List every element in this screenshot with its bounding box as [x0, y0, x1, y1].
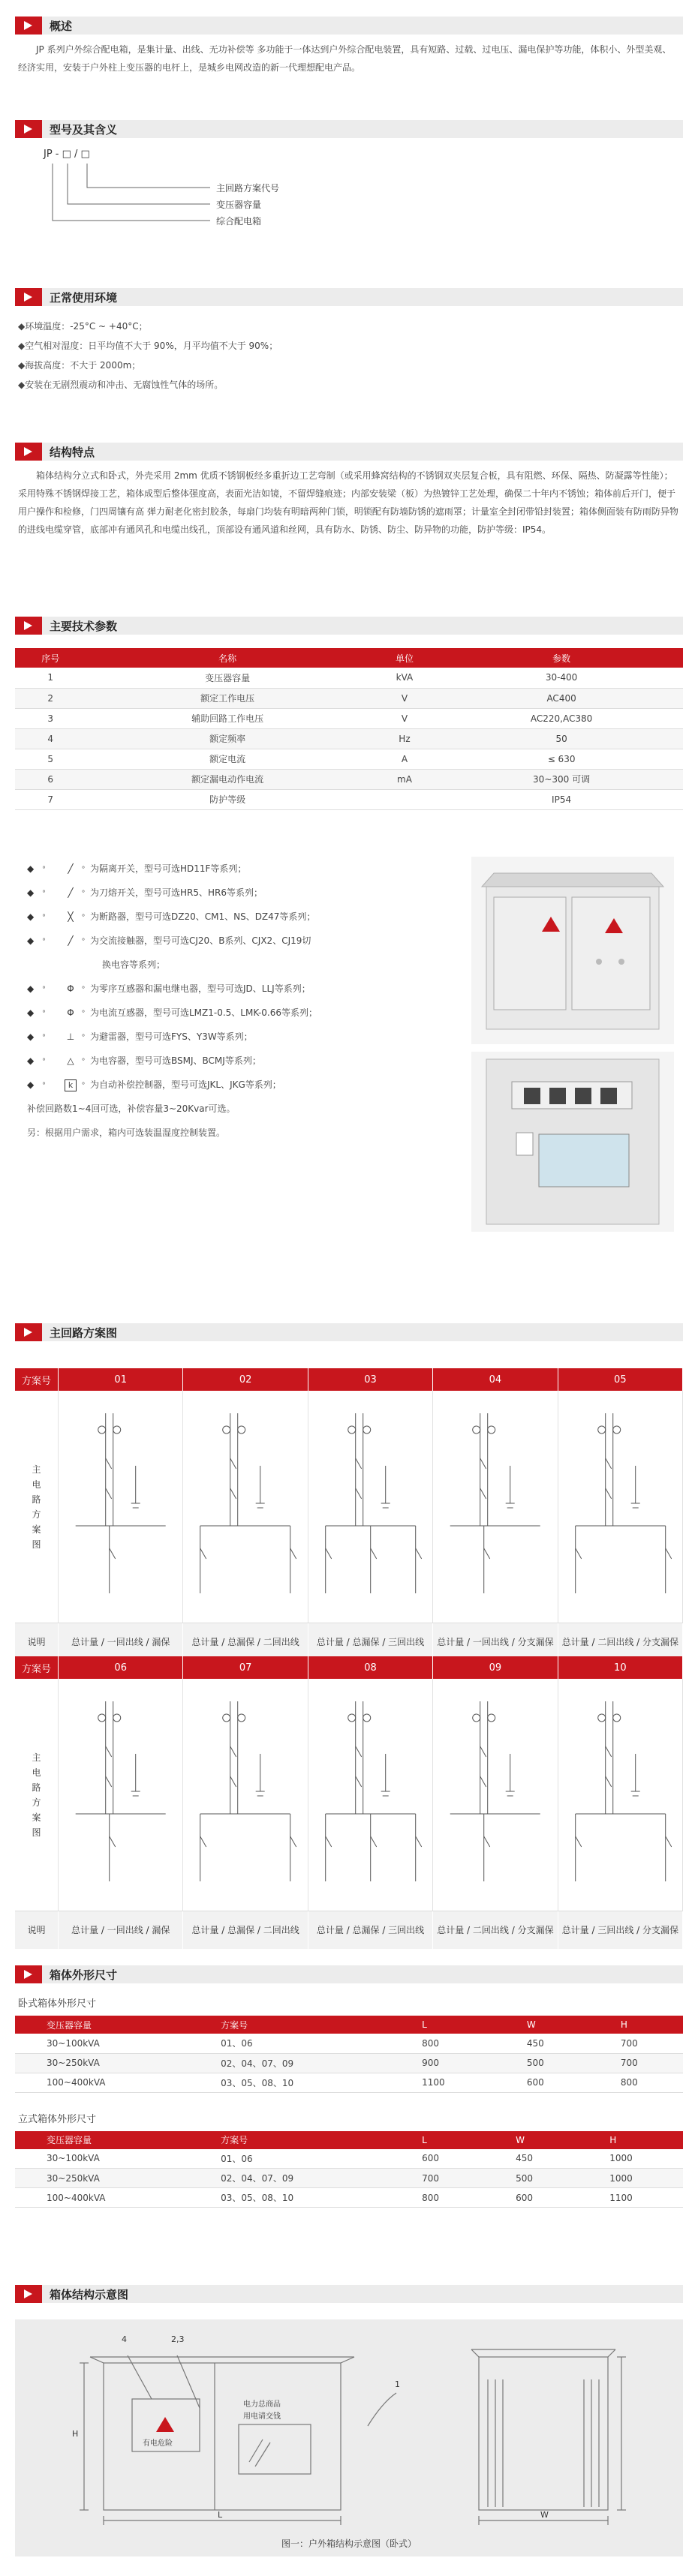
model-item: 变压器容量	[216, 200, 262, 210]
door-text: 用电请交钱	[243, 2412, 281, 2421]
table-row: 1 变压器容量 kVA 30-400	[15, 668, 683, 688]
callout-label: 1	[395, 2379, 400, 2389]
dims-horizontal-table	[15, 2016, 683, 2093]
scheme-id: 10	[558, 1656, 683, 1679]
symbol-icon: △	[67, 1055, 74, 1066]
symbol-item: ◆ ° k ° 为自动补偿控制器，型号可选JKL、JKG等系列；	[27, 1073, 447, 1097]
symbol-item: ◆ ° △ ° 为电容器，型号可选BSMJ、BCMJ等系列；	[27, 1049, 447, 1073]
overview-section	[15, 17, 683, 77]
structure-title: 结构特点	[50, 445, 95, 459]
dims-section	[15, 1965, 683, 2208]
symbol-item: ◆ ° Φ ° 为零序互感器和漏电继电器，型号可选JD、LLJ等系列；	[27, 977, 447, 1001]
table-header: 方案号	[189, 2131, 390, 2149]
overview-text: JP 系列户外综合配电箱，是集计量、出线、无功补偿等 多功能于一体达到户外综合配电装置，具有短路、过载、过电压、漏电保护等功能，体积小、外型美观、经济实用，安装于户外柱上变压器的电杆上，是城乡电网改造的新一代理想配电产品。	[18, 44, 672, 73]
table-header: 变压器容量	[15, 2131, 189, 2149]
scheme-diagram	[308, 1679, 433, 1911]
bullet-icon: ◆	[27, 911, 35, 922]
symbol-icon: Φ	[67, 983, 74, 994]
arrow-icon	[15, 1323, 42, 1341]
symbol-item: ◆ ° ╱ ° 为交流接触器，型号可选CJ20、B系列、CJX2、CJ19切	[27, 929, 447, 953]
symbol-item: ◆ ° ╱ ° 为隔离开关，型号可选HD11F等系列；	[27, 857, 447, 881]
arrow-icon	[15, 120, 42, 138]
params-title: 主要技术参数	[50, 619, 118, 633]
symbol-item: 另：根据用户需求，箱内可选装温湿度控制装置。	[27, 1127, 226, 1138]
symbol-item: ◆ ° ╱ ° 为刀熔开关，型号可选HR5、HR6等系列；	[27, 881, 447, 905]
symbol-item: ◆ ° ⊥ ° 为避雷器，型号可选FYS、Y3W等系列；	[27, 1025, 447, 1049]
bullet-icon: ◆	[27, 1055, 35, 1066]
structure-diagram	[15, 2319, 683, 2556]
env-item: ◆安装在无剧烈震动和冲击、无腐蚀性气体的场所。	[18, 380, 224, 390]
arrow-icon	[15, 617, 42, 635]
dims-horizontal-title: 卧式箱体外形尺寸	[18, 1998, 97, 2010]
model-item: 综合配电箱	[216, 216, 262, 227]
table-header: H	[578, 2131, 683, 2149]
env-section	[15, 288, 683, 395]
scheme-id: 06	[59, 1656, 183, 1679]
diagram-section	[15, 2285, 683, 2303]
table-row: 3 辅助回路工作电压 V AC220,AC380	[15, 708, 683, 728]
scheme-head-label: 方案号	[15, 1656, 59, 1679]
overview-header	[15, 17, 683, 35]
structure-text: 箱体结构分立式和卧式，外壳采用 2mm 优质不锈钢板经多重折边工艺弯制（或采用蜂窝结构的不锈钢双夹层复合板，具有阻燃、环保、隔热、防凝露等性能）；采用特殊不锈钢焊接工艺，箱体成型后整体强度高，表面光洁如镜，不留焊缝痕迹；内部安装梁（板）为热镀锌工艺处理，确保二十年内不锈蚀；箱体前后开门，便于用户操作和检修，门四周镶有高 弹力耐老化密封胶条，每扇门均装有明暗两种门锁，明锁配有防墙防锈的遮雨罩；计量室全封闭带铅封装置；箱体侧面装有防雨防异物的进线电缆穿管，底部冲有通风孔和电缆出线孔，顶部设有通风道和丝网，具有防水、防锈、防尘、防异物的功能，防护等级：IP54。	[18, 470, 678, 535]
model-section	[15, 120, 683, 251]
dims-vertical-table	[15, 2131, 683, 2208]
symbol-icon: ╳	[68, 911, 74, 922]
structure-section	[15, 443, 683, 539]
table-header: L	[390, 2131, 484, 2149]
scheme-id: 07	[183, 1656, 308, 1679]
callout-label: 4	[122, 2334, 127, 2344]
table-row: 30~250kVA 02、04、07、09 700 500 1000	[15, 2169, 683, 2188]
scheme-row-label: 主电路方案图	[15, 1679, 59, 1911]
table-header: 变压器容量	[15, 2016, 189, 2034]
table-header: 单位	[369, 648, 440, 668]
table-header: 方案号	[189, 2016, 390, 2034]
scheme-note: 总计量 / 三回出线 / 分支漏保	[558, 1911, 683, 1949]
table-header: W	[484, 2131, 578, 2149]
params-section	[15, 617, 683, 810]
scheme-head-label: 方案号	[15, 1368, 59, 1391]
bullet-icon: ◆	[27, 935, 35, 946]
circuit-title: 主回路方案图	[50, 1326, 118, 1340]
scheme-note: 总计量 / 二回出线 / 分支漏保	[433, 1911, 558, 1949]
table-header: 参数	[440, 648, 683, 668]
scheme-note: 总计量 / 一回出线 / 漏保	[59, 1911, 183, 1949]
scheme-id: 05	[558, 1368, 683, 1391]
scheme-diagram	[558, 1679, 683, 1911]
symbol-item: 换电容等系列；	[102, 959, 166, 970]
table-row: 6 额定漏电动作电流 mA 30~300 可调	[15, 769, 683, 789]
scheme-note-label: 说明	[15, 1623, 59, 1661]
symbol-icon: ╱	[68, 863, 74, 874]
scheme-id: 04	[433, 1368, 558, 1391]
table-header: 序号	[15, 648, 86, 668]
table-row: 2 额定工作电压 V AC400	[15, 688, 683, 708]
arrow-icon	[15, 1965, 42, 1983]
scheme-note: 总计量 / 二回出线 / 分支漏保	[558, 1623, 683, 1661]
circuit-table-1	[15, 1368, 683, 1661]
scheme-id: 03	[308, 1368, 433, 1391]
symbol-icon: ⊥	[66, 1031, 75, 1042]
scheme-diagram	[308, 1391, 433, 1623]
product-photo-2	[471, 1052, 674, 1232]
env-item: ◆空气相对湿度：日平均值不大于 90%，月平均值不大于 90%；	[18, 341, 278, 351]
table-row: 30~100kVA 01、06 800 450 700	[15, 2034, 683, 2053]
dim-label-l: L	[218, 2510, 223, 2520]
symbol-item: ◆ ° Φ ° 为电流互感器，型号可选LMZ1-0.5、LMK-0.66等系列；	[27, 1001, 447, 1025]
scheme-id: 08	[308, 1656, 433, 1679]
model-diagram	[15, 138, 683, 251]
arrow-icon	[15, 288, 42, 306]
scheme-note: 总计量 / 一回出线 / 漏保	[59, 1623, 183, 1661]
model-item: 主回路方案代号	[216, 183, 280, 194]
door-text: 电力总商品	[243, 2400, 281, 2409]
scheme-id: 02	[183, 1368, 308, 1391]
bullet-icon: ◆	[27, 983, 35, 994]
scheme-diagram	[433, 1391, 558, 1623]
scheme-note: 总计量 / 一回出线 / 分支漏保	[433, 1623, 558, 1661]
callout-label: 2,3	[171, 2334, 185, 2344]
table-header: H	[589, 2016, 683, 2034]
arrow-icon	[15, 443, 42, 461]
table-header: L	[390, 2016, 495, 2034]
scheme-diagram	[558, 1391, 683, 1623]
product-photo-1	[471, 857, 674, 1044]
model-title: 型号及其含义	[50, 122, 118, 137]
scheme-row-label: 主电路方案图	[15, 1391, 59, 1623]
bullet-icon: ◆	[27, 1031, 35, 1042]
scheme-id: 01	[59, 1368, 183, 1391]
controller-icon: k	[65, 1079, 77, 1091]
bullet-icon: ◆	[27, 1079, 35, 1090]
table-row: 5 额定电流 A ≤ 630	[15, 749, 683, 769]
warning-label: 有电危险	[143, 2439, 173, 2448]
params-table	[15, 648, 683, 810]
arrow-icon	[15, 2285, 42, 2303]
symbol-icon: Φ	[67, 1007, 74, 1018]
table-row: 7 防护等级 IP54	[15, 789, 683, 809]
scheme-diagram	[183, 1679, 308, 1911]
env-title: 正常使用环境	[50, 290, 118, 305]
table-row: 30~100kVA 01、06 600 450 1000	[15, 2149, 683, 2169]
env-item: ◆海拔高度：不大于 2000m；	[18, 360, 141, 371]
table-row: 100~400kVA 03、05、08、10 800 600 1100	[15, 2188, 683, 2208]
table-header: 名称	[86, 648, 369, 668]
scheme-note: 总计量 / 总漏保 / 三回出线	[308, 1623, 433, 1661]
table-row: 4 额定频率 Hz 50	[15, 728, 683, 749]
model-code: JP - □ / □	[44, 149, 90, 160]
scheme-note: 总计量 / 总漏保 / 三回出线	[308, 1911, 433, 1949]
dims-title: 箱体外形尺寸	[50, 1968, 118, 1982]
diagram-title: 箱体结构示意图	[50, 2287, 129, 2301]
table-row: 30~250kVA 02、04、07、09 900 500 700	[15, 2053, 683, 2073]
symbol-legend	[27, 857, 447, 1145]
symbol-icon: ╱	[68, 935, 74, 946]
overview-title: 概述	[50, 19, 73, 33]
bullet-icon: ◆	[27, 863, 35, 874]
scheme-id: 09	[433, 1656, 558, 1679]
dim-label-h: H	[72, 2429, 79, 2439]
scheme-note: 总计量 / 总漏保 / 二回出线	[183, 1911, 308, 1949]
scheme-diagram	[433, 1679, 558, 1911]
scheme-diagram	[59, 1679, 183, 1911]
dims-vertical-title: 立式箱体外形尺寸	[18, 2113, 97, 2125]
env-item: ◆环境温度：-25°C ~ +40°C；	[18, 321, 148, 332]
dim-label-w: W	[540, 2510, 549, 2520]
scheme-note: 总计量 / 总漏保 / 二回出线	[183, 1623, 308, 1661]
diagram-caption: 图一：户外箱结构示意图（卧式）	[281, 2538, 417, 2549]
symbol-item: ◆ ° ╳ ° 为断路器，型号可选DZ20、CM1、NS、DZ47等系列；	[27, 905, 447, 929]
table-header: W	[495, 2016, 589, 2034]
scheme-diagram	[183, 1391, 308, 1623]
bullet-icon: ◆	[27, 1007, 35, 1018]
symbol-icon: ╱	[68, 887, 74, 898]
bullet-icon: ◆	[27, 887, 35, 898]
scheme-diagram	[59, 1391, 183, 1623]
scheme-note-label: 说明	[15, 1911, 59, 1949]
symbol-item: 补偿回路数1~4回可选，补偿容量3~20Kvar可选。	[27, 1103, 236, 1114]
circuit-section	[15, 1323, 683, 1341]
arrow-icon	[15, 17, 42, 35]
circuit-table-2	[15, 1656, 683, 1949]
table-row: 100~400kVA 03、05、08、10 1100 600 800	[15, 2073, 683, 2092]
